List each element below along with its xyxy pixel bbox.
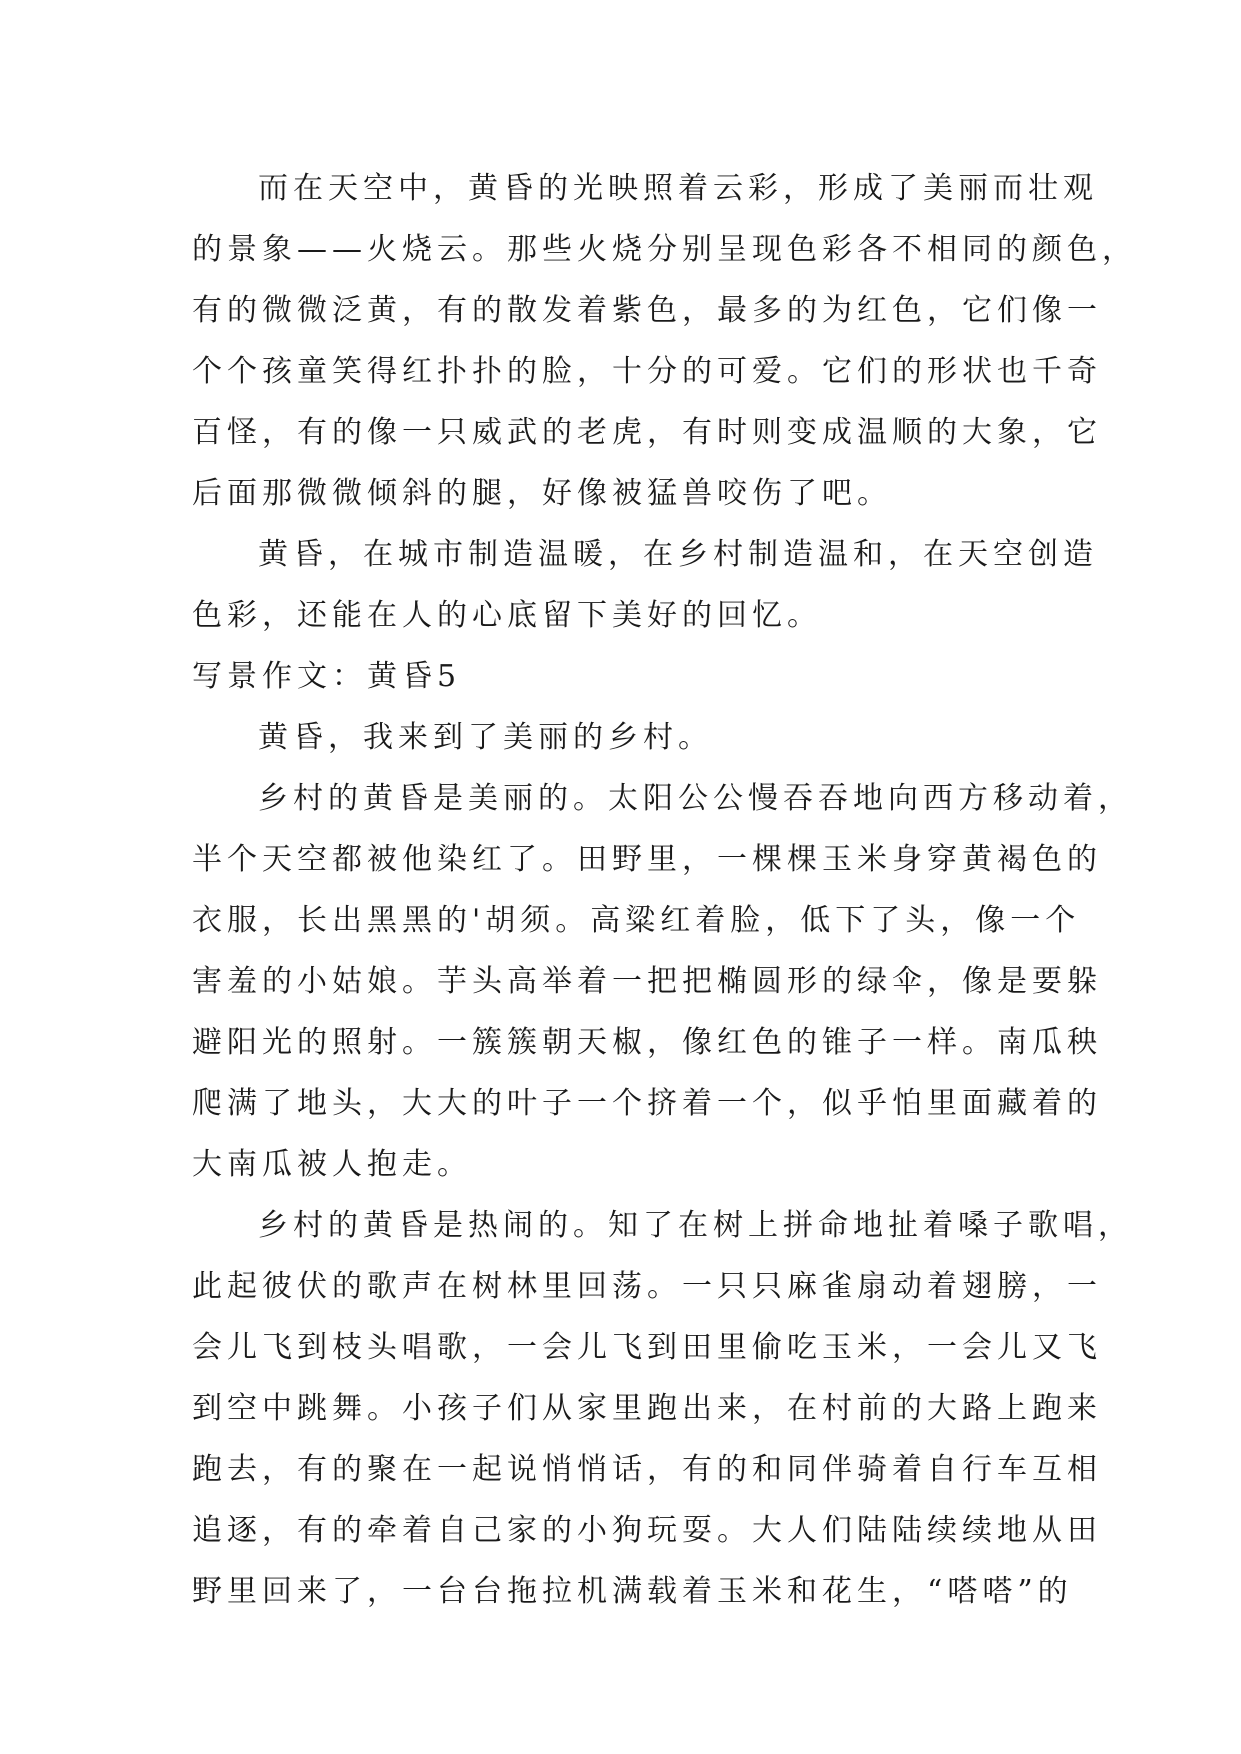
- paragraph-line: 个个孩童笑得红扑扑的脸，十分的可爱。它们的形状也千奇: [192, 354, 1102, 389]
- paragraph-line: 乡村的黄昏是美丽的。太阳公公慢吞吞地向西方移动着，: [258, 781, 1133, 816]
- paragraph-line: 衣服，长出黑黑的'胡须。高粱红着脸，低下了头，像一个: [192, 903, 1081, 938]
- paragraph-line: 此起彼伏的歌声在树林里回荡。一只只麻雀扇动着翅膀，一: [192, 1269, 1102, 1304]
- paragraph-line: 后面那微微倾斜的腿，好像被猛兽咬伤了吧。: [192, 476, 892, 511]
- paragraph-line: 野里回来了，一台台拖拉机满载着玉米和花生，“嗒嗒”的: [192, 1574, 1073, 1609]
- paragraph-line: 追逐，有的牵着自己家的小狗玩耍。大人们陆陆续续地从田: [192, 1513, 1102, 1548]
- paragraph-line: 会儿飞到枝头唱歌，一会儿飞到田里偷吃玉米，一会儿又飞: [192, 1330, 1102, 1365]
- paragraph-line: 半个天空都被他染红了。田野里，一棵棵玉米身穿黄褐色的: [192, 842, 1102, 877]
- paragraph-line: 乡村的黄昏是热闹的。知了在树上拼命地扯着嗓子歌唱，: [258, 1208, 1133, 1243]
- paragraph-line: 跑去，有的聚在一起说悄悄话，有的和同伴骑着自行车互相: [192, 1452, 1102, 1487]
- paragraph-line: 百怪，有的像一只威武的老虎，有时则变成温顺的大象，它: [192, 415, 1102, 450]
- paragraph-line: 大南瓜被人抱走。: [192, 1147, 472, 1182]
- section-heading: 写景作文：黄昏5: [192, 659, 462, 694]
- paragraph-line: 爬满了地头，大大的叶子一个挤着一个，似乎怕里面藏着的: [192, 1086, 1102, 1121]
- paragraph-line: 的景象——火烧云。那些火烧分别呈现色彩各不相同的颜色，: [192, 232, 1137, 267]
- paragraph-line: 害羞的小姑娘。芋头高举着一把把椭圆形的绿伞，像是要躲: [192, 964, 1102, 999]
- paragraph-line: 有的微微泛黄，有的散发着紫色，最多的为红色，它们像一: [192, 293, 1102, 328]
- paragraph-line: 色彩，还能在人的心底留下美好的回忆。: [192, 598, 822, 633]
- paragraph-line: 而在天空中，黄昏的光映照着云彩，形成了美丽而壮观: [258, 171, 1098, 206]
- paragraph-line: 黄昏，在城市制造温暖，在乡村制造温和，在天空创造: [258, 537, 1098, 572]
- paragraph-line: 到空中跳舞。小孩子们从家里跑出来，在村前的大路上跑来: [192, 1391, 1102, 1426]
- document-body: [192, 158, 1137, 1622]
- paragraph-line: 避阳光的照射。一簇簇朝天椒，像红色的锥子一样。南瓜秧: [192, 1025, 1102, 1060]
- paragraph-line: 黄昏，我来到了美丽的乡村。: [258, 720, 713, 755]
